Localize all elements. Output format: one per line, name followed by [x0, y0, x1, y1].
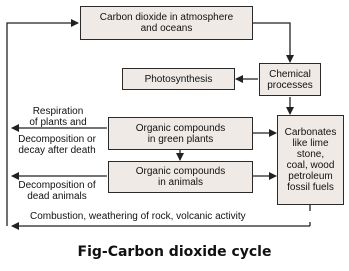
atmosphere-text: Carbon dioxide in atmosphere and oceans: [99, 12, 234, 34]
arrow-atmosphere-to-chemical: [253, 23, 290, 62]
respiration-label: Respiration of plants and: [29, 106, 87, 128]
animals-box: [108, 161, 253, 193]
decomposition-animals-label: Decomposition of dead animals: [18, 180, 96, 202]
green-plants-box: [108, 117, 253, 150]
green-plants-text: Organic compounds in green plants: [135, 122, 226, 145]
atmosphere-box: [80, 6, 253, 40]
chemical-processes-box: [259, 63, 321, 96]
decomposition-plants-label: Decomposition or decay after death: [18, 134, 96, 156]
chemical-processes-text: Chemical processes: [267, 68, 313, 91]
combustion-label: Combustion, weathering of rock, volcanic activity: [14, 211, 330, 222]
figure-caption: Fig-Carbon dioxide cycle: [77, 244, 272, 260]
carbonates-box: [277, 115, 344, 205]
animals-text: Organic compounds in animals: [135, 166, 226, 188]
photosynthesis-text: Photosynthesis: [144, 73, 213, 85]
carbonates-text: Carbonates like lime stone, coal, wood petroleum fossil fuels: [284, 127, 337, 193]
photosynthesis-box: [122, 68, 235, 90]
